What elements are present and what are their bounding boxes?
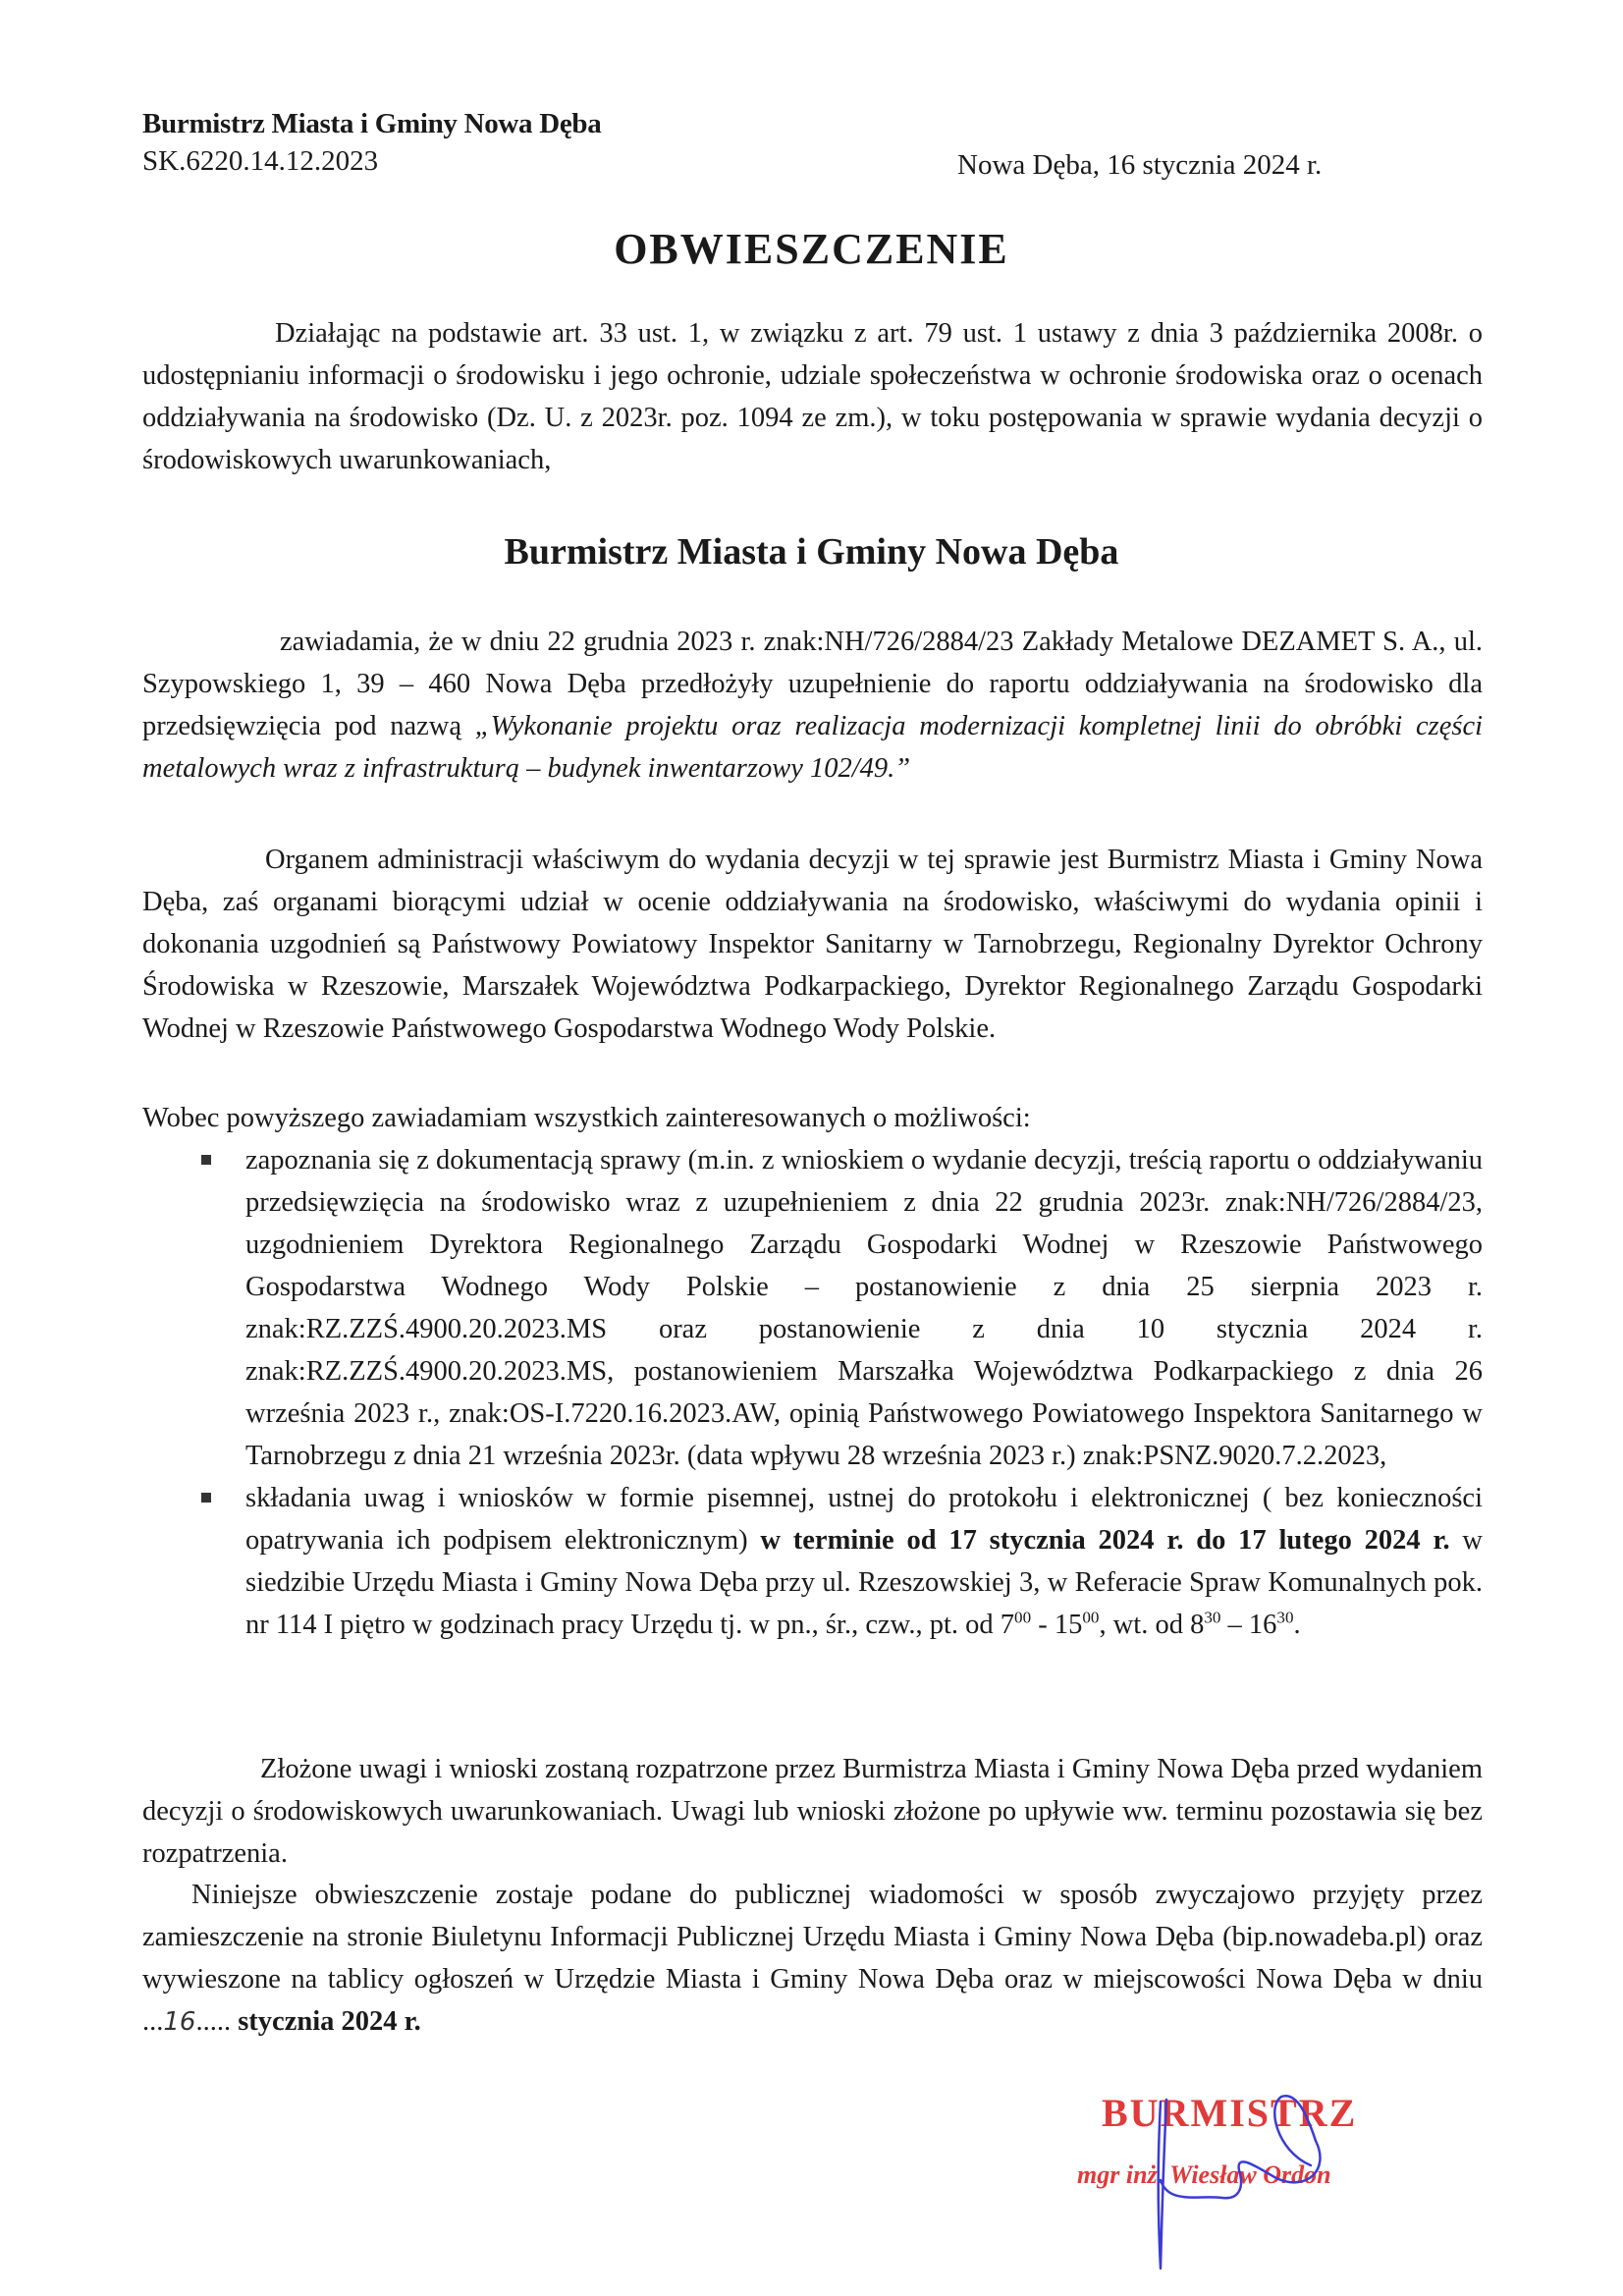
square-bullet-icon — [201, 1493, 211, 1503]
consideration-paragraph: Złożone uwagi i wnioski zostaną rozpatrzone przez Burmistrza Miasta i Gminy Nowa Dęba przed wydaniem decyzji o środowiskowych uwarunkowaniach. Uwagi lub wnioski złożone po upływie ww. terminu pozostawia się bez rozpatrzenia. — [142, 1754, 1483, 1869]
possibilities-intro: Wobec powyższego zawiadamiam wszystkich zainteresowanych o możliwości: — [142, 1103, 1031, 1133]
place-and-date: Nowa Dęba, 16 stycznia 2024 r. — [957, 149, 1323, 181]
list-item — [142, 1477, 1483, 1646]
signature-icon — [1139, 2082, 1355, 2278]
case-number: SK.6220.14.12.2023 — [142, 145, 379, 177]
legal-basis-paragraph: Działając na podstawie art. 33 ust. 1, w związku z art. 79 ust. 1 ustawy z dnia 3 października 2008r. o udostępnianiu informacji o środowisku i jego ochronie, udziale społeczeństwa w ochronie środowiska oraz o ocenach oddziaływania na środowisko (Dz. U. z 2023r. poz. 1094 ze zm.), w toku postępowania w sprawie wydania decyzji o środowiskowych uwarunkowaniach, — [142, 318, 1483, 475]
project-name: „Wykonanie projektu oraz realizacja modernizacji kompletnej linii do obróbki części metalowych wraz z infrastrukturą – budynek inwentarzowy 102/49.” — [142, 711, 1484, 784]
list-item — [142, 1139, 1483, 1477]
competent-bodies-paragraph: Organem administracji właściwym do wydania decyzji w tej sprawie jest Burmistrz Miasta i Gminy Nowa Dęba, zaś organami biorącymi udział w ocenie oddziaływania na środowisko, właściwymi do wydania opinii i dokonania uzgodnień są Państwowy Powiatowy Inspektor Sanitarny w Tarnobrzegu, Regionalny Dyrektor Ochrony Środowiska w Rzeszowie, Marszałek Województwa Podkarpackiego, Dyrektor Regionalnego Zarządu Gospodarki Wodnej w Rzeszowie Państwowego Gospodarstwa Wodnego Wody Polskie. — [142, 845, 1483, 1044]
notice-text: zawiadamia, że w dniu 22 grudnia 2023 r. znak:NH/726/2884/23 Zakłady Metalowe DEZAMET S. A., ul. Szypowskiego 1, 39 – 460 Nowa Dęba przedłożyły uzupełnienie do raportu oddziaływania na środowisko dla przedsięwzięcia pod nazwą — [142, 627, 1483, 741]
document-title: OBWIESZCZENIE — [614, 225, 1009, 273]
deadline: w terminie od 17 stycznia 2024 r. do 17 lutego 2024 r. — [760, 1525, 1450, 1556]
publication-date: stycznia 2024 r. — [238, 2006, 421, 2037]
list-item-text-cont: w siedzibie Urzędu Miasta i Gminy Nowa Dęba przy ul. Rzeszowskiej 3, w Referacie Spraw Komunalnych pok. nr 114 I piętro w godzinach pracy Urzędu tj. w pn., śr., czw., pt. od — [245, 1525, 1483, 1640]
list-item-text: składania uwag i wniosków w formie pisemnej, ustnej do protokołu i elektronicznej ( bez konieczności opatrywania ich podpisem elektronicznym) — [245, 1483, 1483, 1556]
list-item-text: zapoznania się z dokumentacją sprawy (m.in. z wnioskiem o wydanie decyzji, treścią raportu o oddziaływaniu przedsięwzięcia na środowisko wraz z uzupełnieniem z dnia 22 grudnia 2023r. znak:NH/726/2884/23, uzgodnieniem Dyrektora Regionalnego Zarządu Gospodarki Wodnej w Rzeszowie Państwowego Gospodarstwa Wodnego Wody Polskie – postanowienie z dnia 25 sierpnia 2023 r. znak:RZ.ZZŚ.4900.20.2023.MS oraz postanowienie z dnia 10 stycznia 2024 r. znak:RZ.ZZŚ.4900.20.2023.MS, postanowieniem Marszałka Województwa Podkarpackiego z dnia 26 września 2023 r., znak:OS-I.7220.16.2023.AW, opinią Państwowego Powiatowego Inspektora Sanitarnego w Tarnobrzegu z dnia 21 września 2023r. (data wpływu 28 września 2023 r.) znak:PSNZ.9020.7.2.2023, — [245, 1145, 1483, 1471]
hours-mon: $7^{00} - 15^{00}$ — [1000, 1608, 1100, 1640]
stamp-title: BURMISTRZ — [1102, 2091, 1358, 2135]
notice-paragraph — [142, 621, 1483, 790]
authority-heading: Burmistrz Miasta i Gminy Nowa Dęba — [504, 531, 1119, 573]
publication-paragraph: Niniejsze obwieszczenie zostaje podane do publicznej wiadomości w sposób zwyczajowo przyjęty przez zamieszczenie na stronie Biuletynu Informacji Publicznej Urzędu Miasta i Gminy Nowa Dęba (bip.nowadeba.pl) oraz wywieszone na tablicy ogłoszeń w Urzędzie Miasta i Gminy Nowa Dęba oraz w miejscowości Nowa Dęba w dniu ...16..... stycznia 2024 r. — [142, 1880, 1483, 2037]
handwritten-day: 16 — [163, 2007, 196, 2037]
stamp-name: mgr inż. Wiesław Ordon — [1077, 2160, 1331, 2189]
possibilities-list — [142, 1139, 1483, 1646]
hours-tue: , wt. od $8^{30} - 16^{30}$. — [1099, 1608, 1301, 1640]
square-bullet-icon — [201, 1155, 211, 1165]
issuer-name: Burmistrz Miasta i Gminy Nowa Dęba — [142, 108, 602, 139]
